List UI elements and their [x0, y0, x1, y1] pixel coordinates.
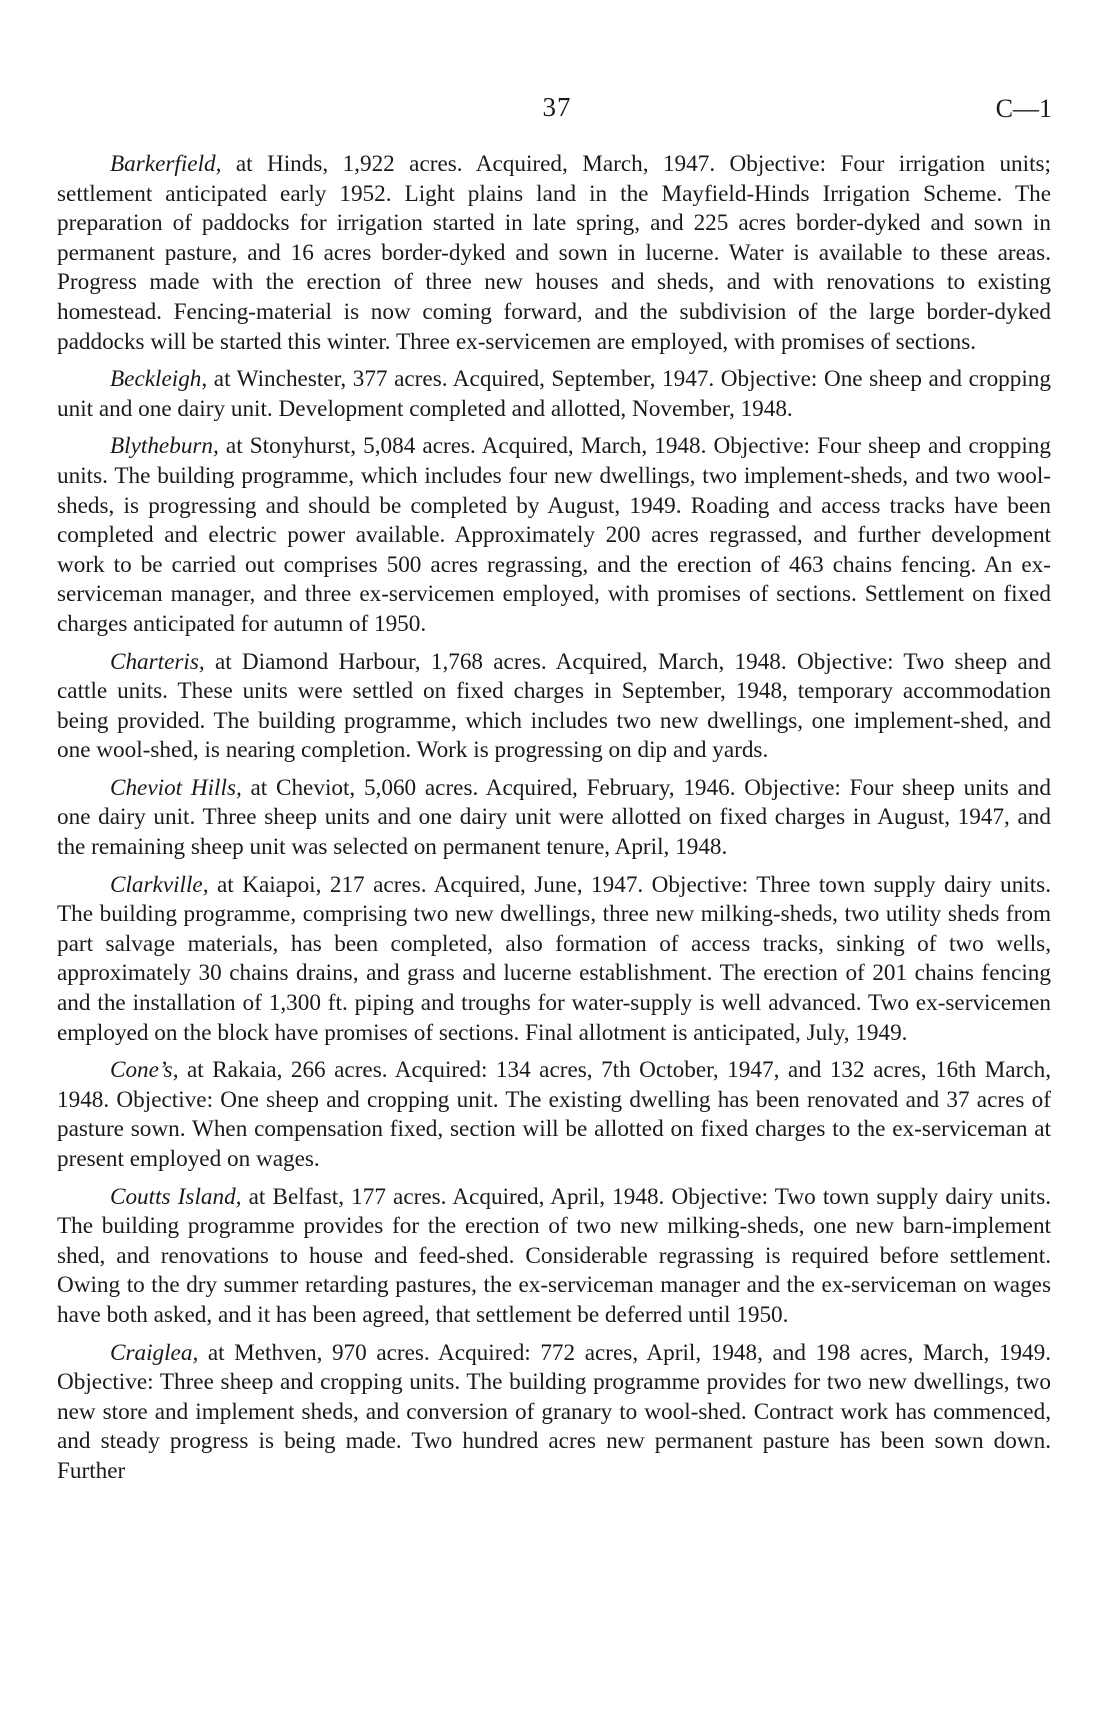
entry-text: at Methven, 970 acres. Acquired: 772 acres, April, 1948, and 198 acres, March, 1949. Objective: Three sheep and cropping units. The building programme provides for two new dwellings, two new store and implement sheds, and conversion of granary to wool-shed. Contract work has commenced, and steady progress is being made. Two hundred acres new permanent pasture has been sown down. Further — [57, 1339, 1051, 1484]
station-name: Beckleigh, — [110, 366, 208, 393]
station-name: Cheviot Hills, — [110, 774, 242, 801]
station-name: Cone’s, — [110, 1057, 179, 1084]
entry-paragraph — [57, 648, 1051, 766]
body-text — [57, 150, 1051, 1495]
station-name: Charteris, — [110, 648, 205, 675]
entry-paragraph — [57, 871, 1051, 1049]
entry-paragraph — [57, 774, 1051, 863]
report-reference: C—1 — [995, 94, 1052, 123]
station-name: Clarkville, — [110, 871, 209, 898]
entry-text: at Cheviot, 5,060 acres. Acquired, February, 1946. Objective: Four sheep units and one dairy unit. Three sheep units and one dairy unit were allotted on fixed charges in August, 1947, and the remaining sheep unit was selected on permanent tenure, April, 1948. — [57, 774, 1051, 861]
entry-text: at Winchester, 377 acres. Acquired, September, 1947. Objective: One sheep and cropping unit and one dairy unit. Development completed and allotted, November, 1948. — [57, 366, 1051, 422]
page-number: 37 — [542, 92, 572, 122]
page-header — [0, 92, 1114, 132]
entry-text: at Belfast, 177 acres. Acquired, April, 1948. Objective: Two town supply dairy units. The building programme provides for the erection of two new milking-sheds, one new barn-implement shed, and renovations to house and feed-shed. Considerable regrassing is required before settlement. Owing to the dry summer retarding pastures, the ex-serviceman manager and the ex-serviceman on wages have both asked, and it has been agreed, that settlement be deferred until 1950. — [57, 1183, 1052, 1328]
entry-text: at Hinds, 1,922 acres. Acquired, March, 1947. Objective: Four irrigation units; settlement anticipated early 1952. Light plains land in the Mayfield-Hinds Irrigation Scheme. The preparation of paddocks for irrigation started in late spring, and 225 acres border-dyked and sown in permanent pasture, and 16 acres border-dyked and sown in lucerne. Water is available to these areas. Progress made with the erection of three new houses and sheds, and with renovations to existing homestead. Fencing-material is now coming forward, and the subdivision of the large border-dyked paddocks will be started this winter. Three ex-servicemen are employed, with promises of sections. — [57, 151, 1051, 355]
entry-text: at Rakaia, 266 acres. Acquired: 134 acres, 7th October, 1947, and 132 acres, 16th March, 1948. Objective: One sheep and cropping unit. The existing dwelling has been renovated and 37 acres of pasture sown. When compensation fixed, section will be allotted on fixed charges to the ex-serviceman at present employed on wages. — [57, 1057, 1051, 1172]
entry-paragraph — [57, 1183, 1051, 1331]
entry-paragraph — [57, 1339, 1051, 1487]
station-name: Blytheburn, — [110, 433, 219, 460]
entry-text: at Stonyhurst, 5,084 acres. Acquired, March, 1948. Objective: Four sheep and cropping units. The building programme, which includes four new dwellings, two implement-sheds, and two wool-sheds, is progressing and should be completed by August, 1949. Roading and access tracks have been completed and electric power available. Approximately 200 acres regrassed, and further development work to be carried out comprises 500 acres regrassing, and the erection of 463 chains fencing. An ex-serviceman manager, and three ex-servicemen employed, with promises of sections. Settlement on fixed charges anticipated for autumn of 1950. — [57, 433, 1051, 637]
entry-paragraph — [57, 365, 1051, 424]
station-name: Barkerfield, — [110, 151, 222, 177]
entry-paragraph — [57, 432, 1051, 639]
entry-text: at Kaiapoi, 217 acres. Acquired, June, 1947. Objective: Three town supply dairy units. The building programme, comprising two new dwellings, three new milking-sheds, two utility sheds from part salvage materials, has been completed, also formation of access tracks, sinking of two wells, approximately 30 chains drains, and grass and lucerne establishment. The erection of 201 chains fencing and the installation of 1,300 ft. piping and troughs for water-supply is well advanced. Two ex-servicemen employed on the block have promises of sections. Final allotment is anticipated, July, 1949. — [57, 871, 1051, 1046]
entry-paragraph — [57, 150, 1051, 357]
entry-paragraph — [57, 1056, 1051, 1174]
entry-text: at Diamond Harbour, 1,768 acres. Acquired, March, 1948. Objective: Two sheep and cattle units. These units were settled on fixed charges in September, 1948, temporary accommodation being provided. The building programme, which includes two new dwellings, one implement-shed, and one wool-shed, is nearing completion. Work is progressing on dip and yards. — [57, 648, 1051, 764]
station-name: Coutts Island, — [110, 1183, 242, 1210]
station-name: Craiglea, — [110, 1339, 199, 1366]
